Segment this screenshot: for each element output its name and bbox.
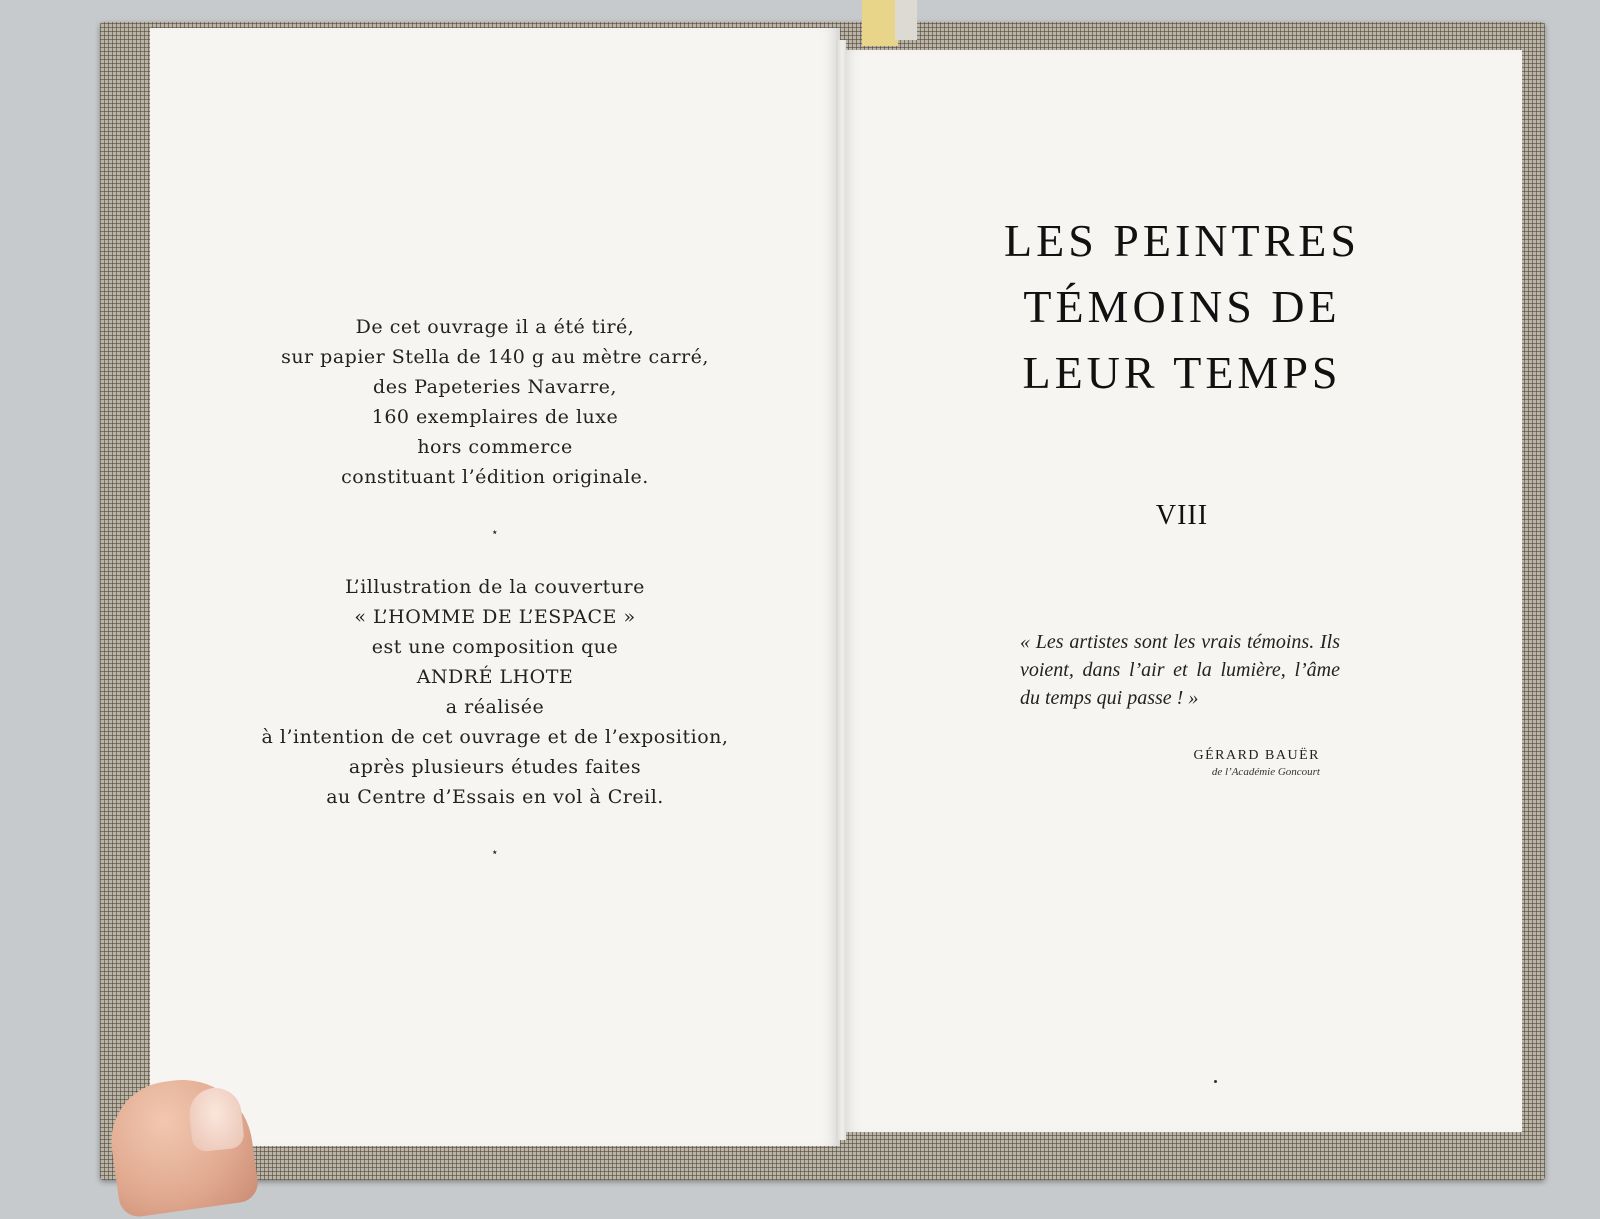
colophon-line: à l’intention de cet ouvrage et de l’exposition, [261,726,729,748]
colophon-line: hors commerce [417,436,573,458]
volume-number: VIII [1155,500,1209,531]
colophon-line: après plusieurs études faites [348,756,642,778]
epigraph-quote: « Les artistes sont les vrais témoins. Ils voient, dans l’air et la lumière, l’âme du temps qui passe ! » [1020,631,1340,709]
title-line: TÉMOINS DE [1023,281,1341,332]
title-line: LEUR TEMPS [1022,347,1342,398]
colophon-line: constituant l’édition originale. [341,466,649,488]
colophon-line: au Centre d’Essais en vol à Creil. [326,786,664,808]
colophon-text [150,312,840,872]
colophon-line: sur papier Stella de 140 g au mètre carré, [281,346,709,368]
colophon-line: des Papeteries Navarre, [373,376,617,398]
colophon-line: De cet ouvrage il a été tiré, [355,316,635,338]
title-line: LES PEINTRES [1004,215,1360,266]
epigraph-affiliation: de l’Académie Goncourt [1211,766,1320,778]
bookmark-ribbon-2 [895,0,917,40]
star-separator: ⋆ [490,845,499,859]
bookmark-ribbon [862,0,898,46]
colophon-line: L’illustration de la couverture [345,576,645,598]
colophon-line: « L’HOMME DE L’ESPACE » [354,606,636,628]
epigraph-author: GÉRARD BAUËR [1193,748,1320,763]
colophon-line: 160 exemplaires de luxe [371,406,619,428]
colophon-line: est une composition que [371,636,619,658]
colophon-line: a réalisée [445,696,545,718]
colophon-line: ANDRÉ LHOTE [416,666,574,688]
book-title [842,208,1522,406]
page-dot [1214,1080,1217,1083]
star-separator: ⋆ [490,525,499,539]
